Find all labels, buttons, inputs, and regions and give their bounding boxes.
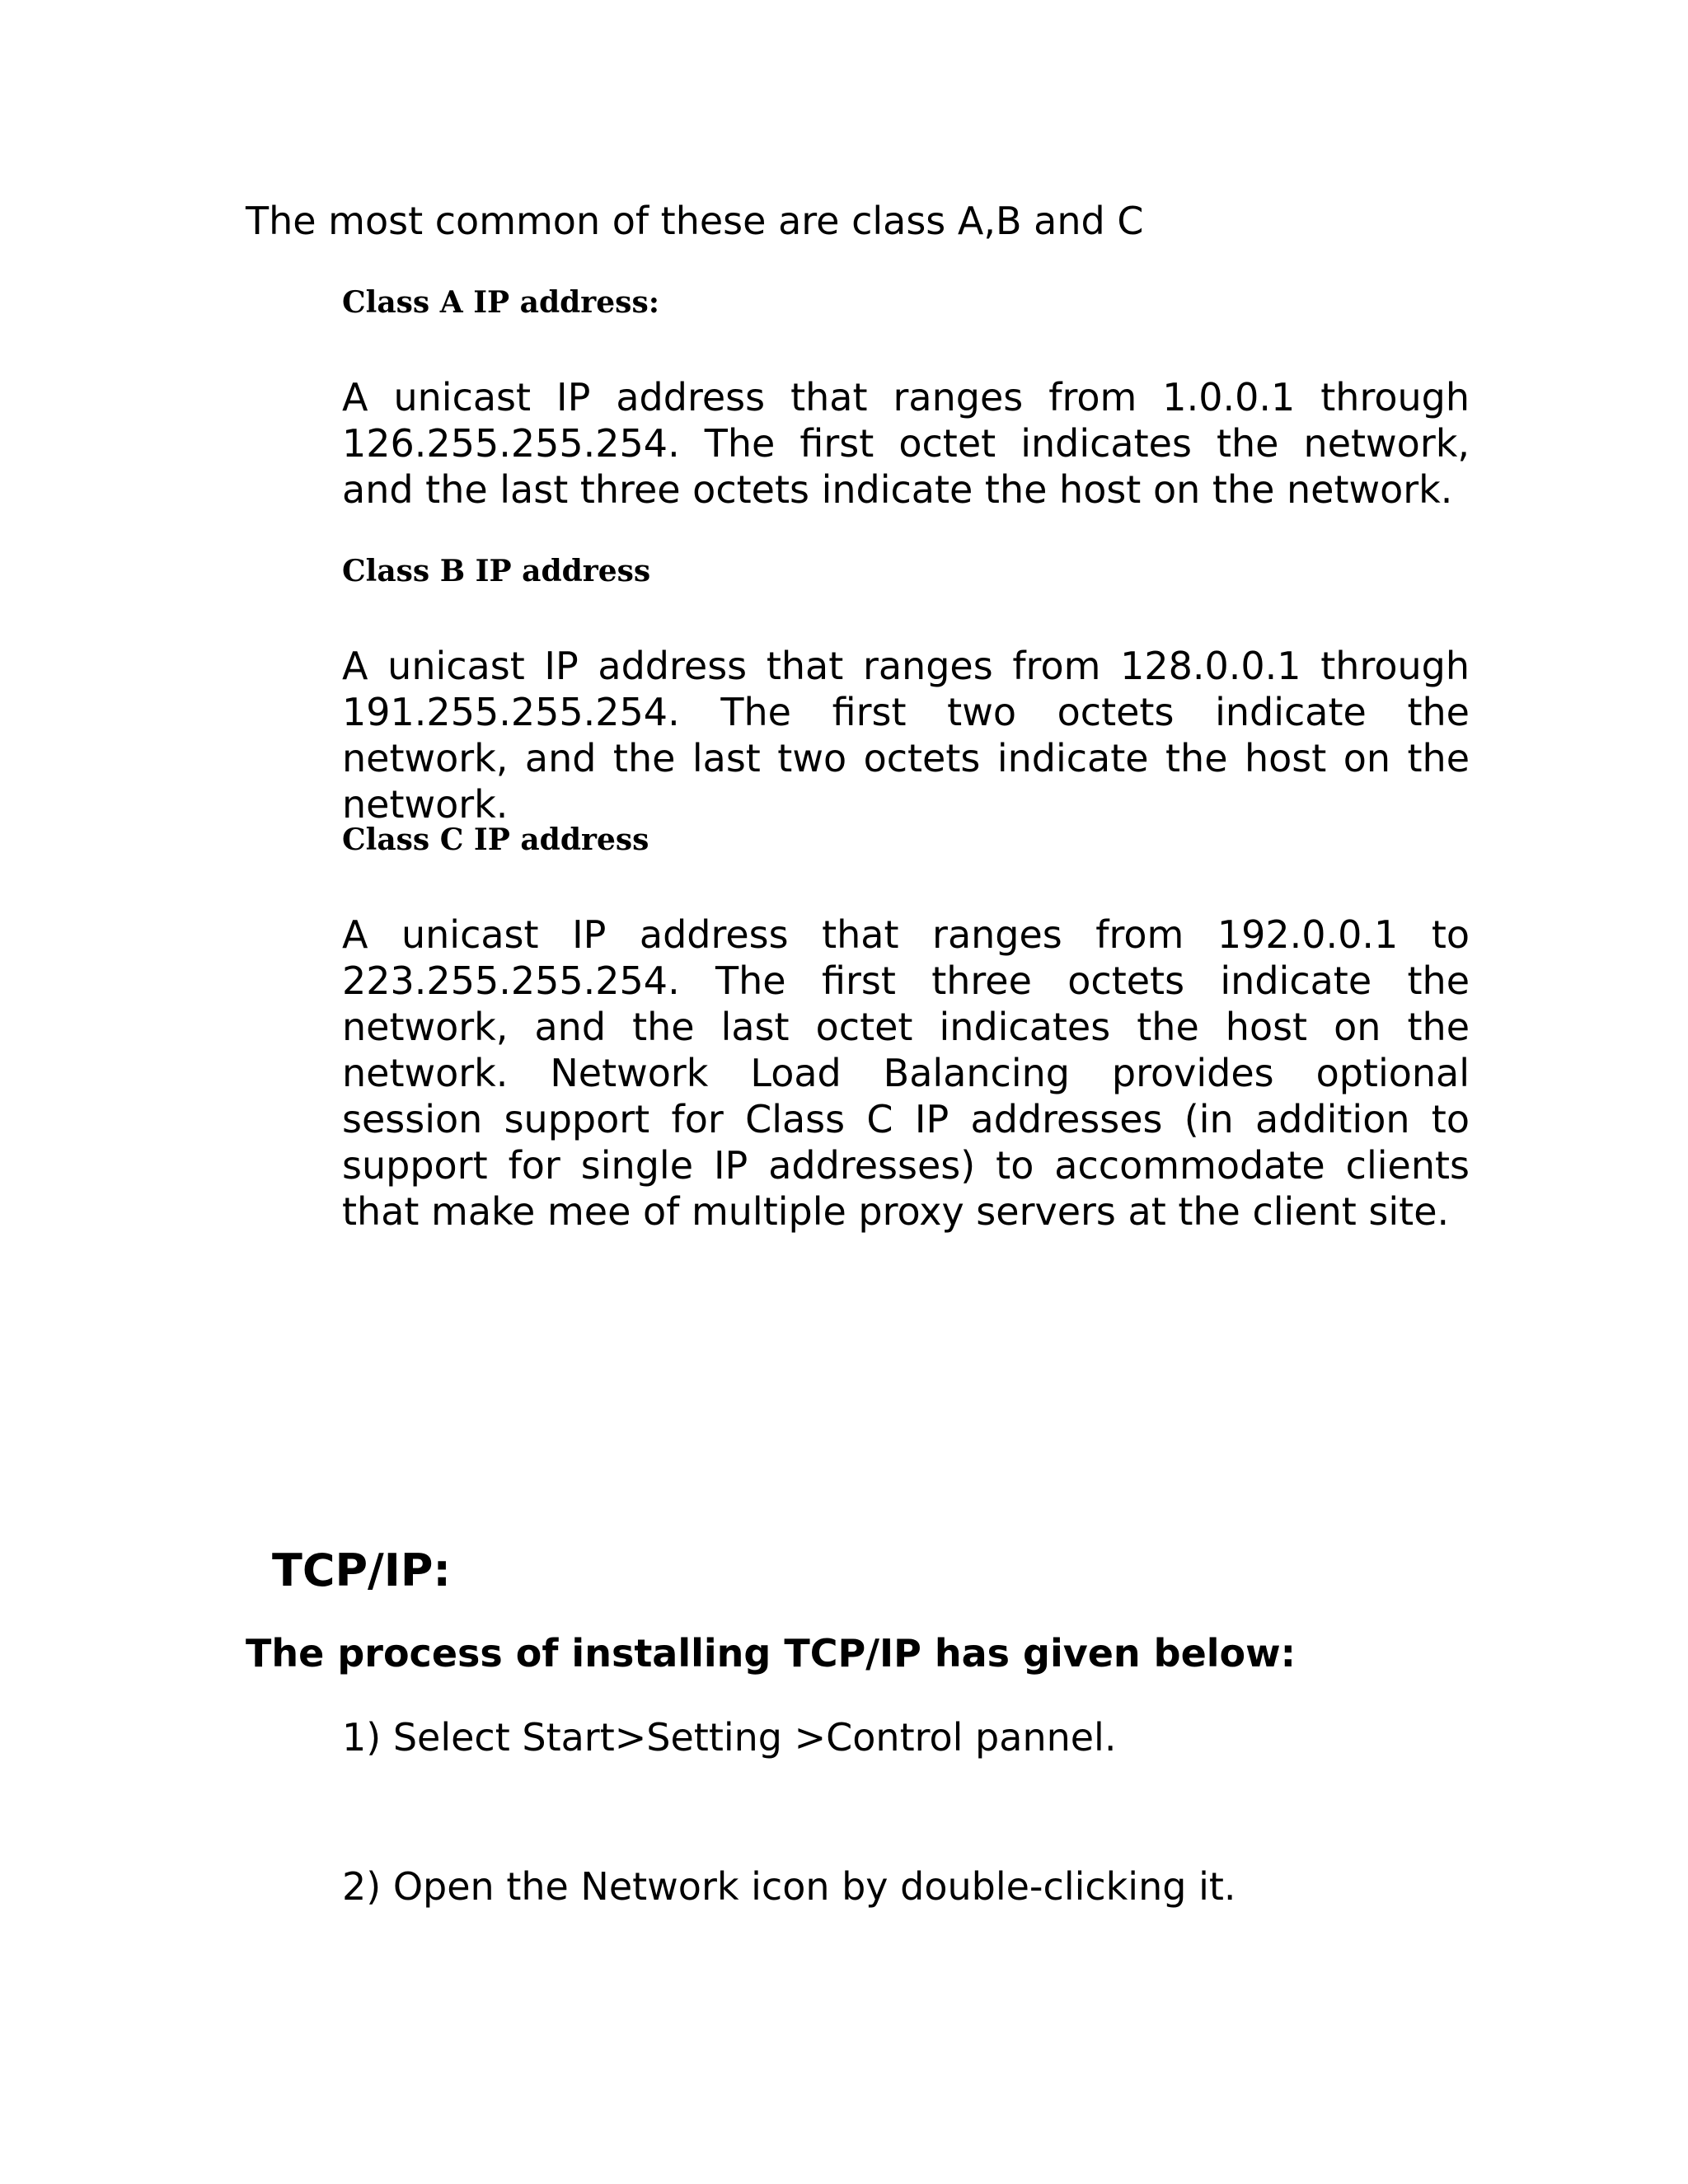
install-step-2: 2) Open the Network icon by double-clicking it. — [342, 1864, 1236, 1909]
class-b-description: A unicast IP address that ranges from 128.0.0.1 through 191.255.255.254. The first two octets indicate the network, and the last two octets indicate the host on the network. — [342, 644, 1470, 827]
class-c-description: A unicast IP address that ranges from 192.0.0.1 to 223.255.255.254. The first three octets indicate the network, and the last octet indicates the host on the network. Network Load Balancing provides optional session support for Class C IP addresses (in addition to support for single IP addresses) to accommodate clients that make mee of multiple proxy servers at the client site. — [342, 912, 1470, 1234]
intro-text: The most common of these are class A,B and C — [246, 199, 1144, 243]
class-b-heading: Class B IP address — [342, 554, 651, 588]
class-a-heading: Class A IP address: — [342, 285, 659, 320]
class-a-description: A unicast IP address that ranges from 1.0.0.1 through 126.255.255.254. The first octet indicates the network, and the last three octets indicate the host on the network. — [342, 375, 1470, 512]
tcpip-install-subtitle: The process of installing TCP/IP has given below: — [246, 1631, 1296, 1675]
tcpip-section-title: TCP/IP: — [272, 1544, 452, 1596]
install-step-1: 1) Select Start>Setting >Control pannel. — [342, 1715, 1117, 1760]
class-c-heading: Class C IP address — [342, 823, 649, 857]
